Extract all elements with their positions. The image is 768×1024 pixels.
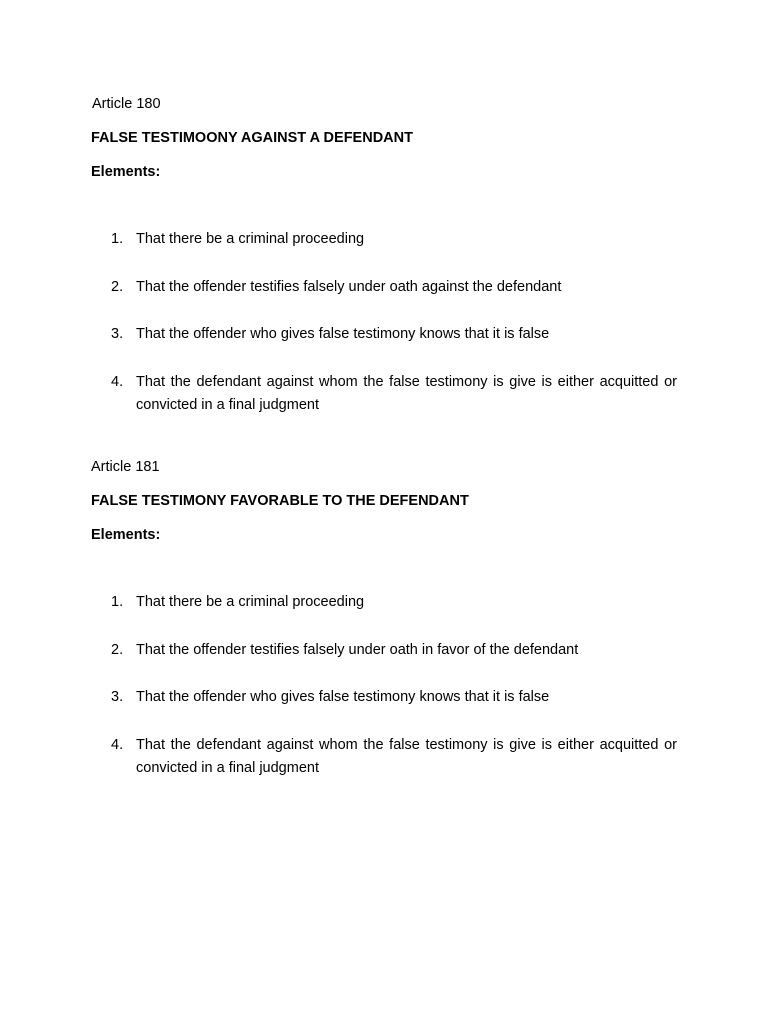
list-item [91, 323, 677, 346]
item-number: 3. [111, 689, 124, 705]
list-item [91, 591, 677, 614]
elements-label: Elements: [91, 164, 161, 180]
elements-label: Elements: [91, 527, 161, 543]
list-item [91, 371, 677, 417]
list-item [91, 228, 677, 251]
list-item [91, 276, 677, 299]
item-number: 2. [111, 641, 124, 658]
section-title: FALSE TESTIMOONY AGAINST A DEFENDANT [91, 130, 413, 146]
section-title: FALSE TESTIMONY FAVORABLE TO THE DEFENDANT [91, 493, 469, 509]
item-text: That the defendant against whom the false testimony is give is either acquitted or convicted in a final judgment [136, 373, 677, 413]
item-number: 1. [111, 594, 124, 610]
list-item [91, 686, 677, 709]
item-text: That there be a criminal proceeding [136, 594, 365, 610]
item-number: 4. [111, 373, 124, 390]
article-180-section [91, 94, 677, 441]
elements-list [91, 591, 677, 780]
item-text: That the offender testifies falsely under oath against the defendant [136, 278, 562, 295]
item-number: 2. [111, 278, 124, 295]
list-item [91, 639, 677, 662]
article-181-section [91, 456, 677, 804]
elements-list [91, 228, 677, 417]
item-text: That there be a criminal proceeding [136, 231, 365, 247]
article-label: Article 180 [92, 96, 161, 112]
list-item [91, 734, 677, 780]
item-text: That the offender who gives false testimony knows that it is false [136, 689, 550, 705]
item-number: 3. [111, 326, 124, 342]
item-number: 1. [111, 231, 124, 247]
article-label: Article 181 [91, 459, 160, 475]
item-text: That the offender who gives false testimony knows that it is false [136, 326, 550, 342]
item-text: That the offender testifies falsely under oath in favor of the defendant [136, 641, 579, 658]
item-text: That the defendant against whom the false testimony is give is either acquitted or convicted in a final judgment [136, 736, 677, 776]
item-number: 4. [111, 736, 124, 753]
